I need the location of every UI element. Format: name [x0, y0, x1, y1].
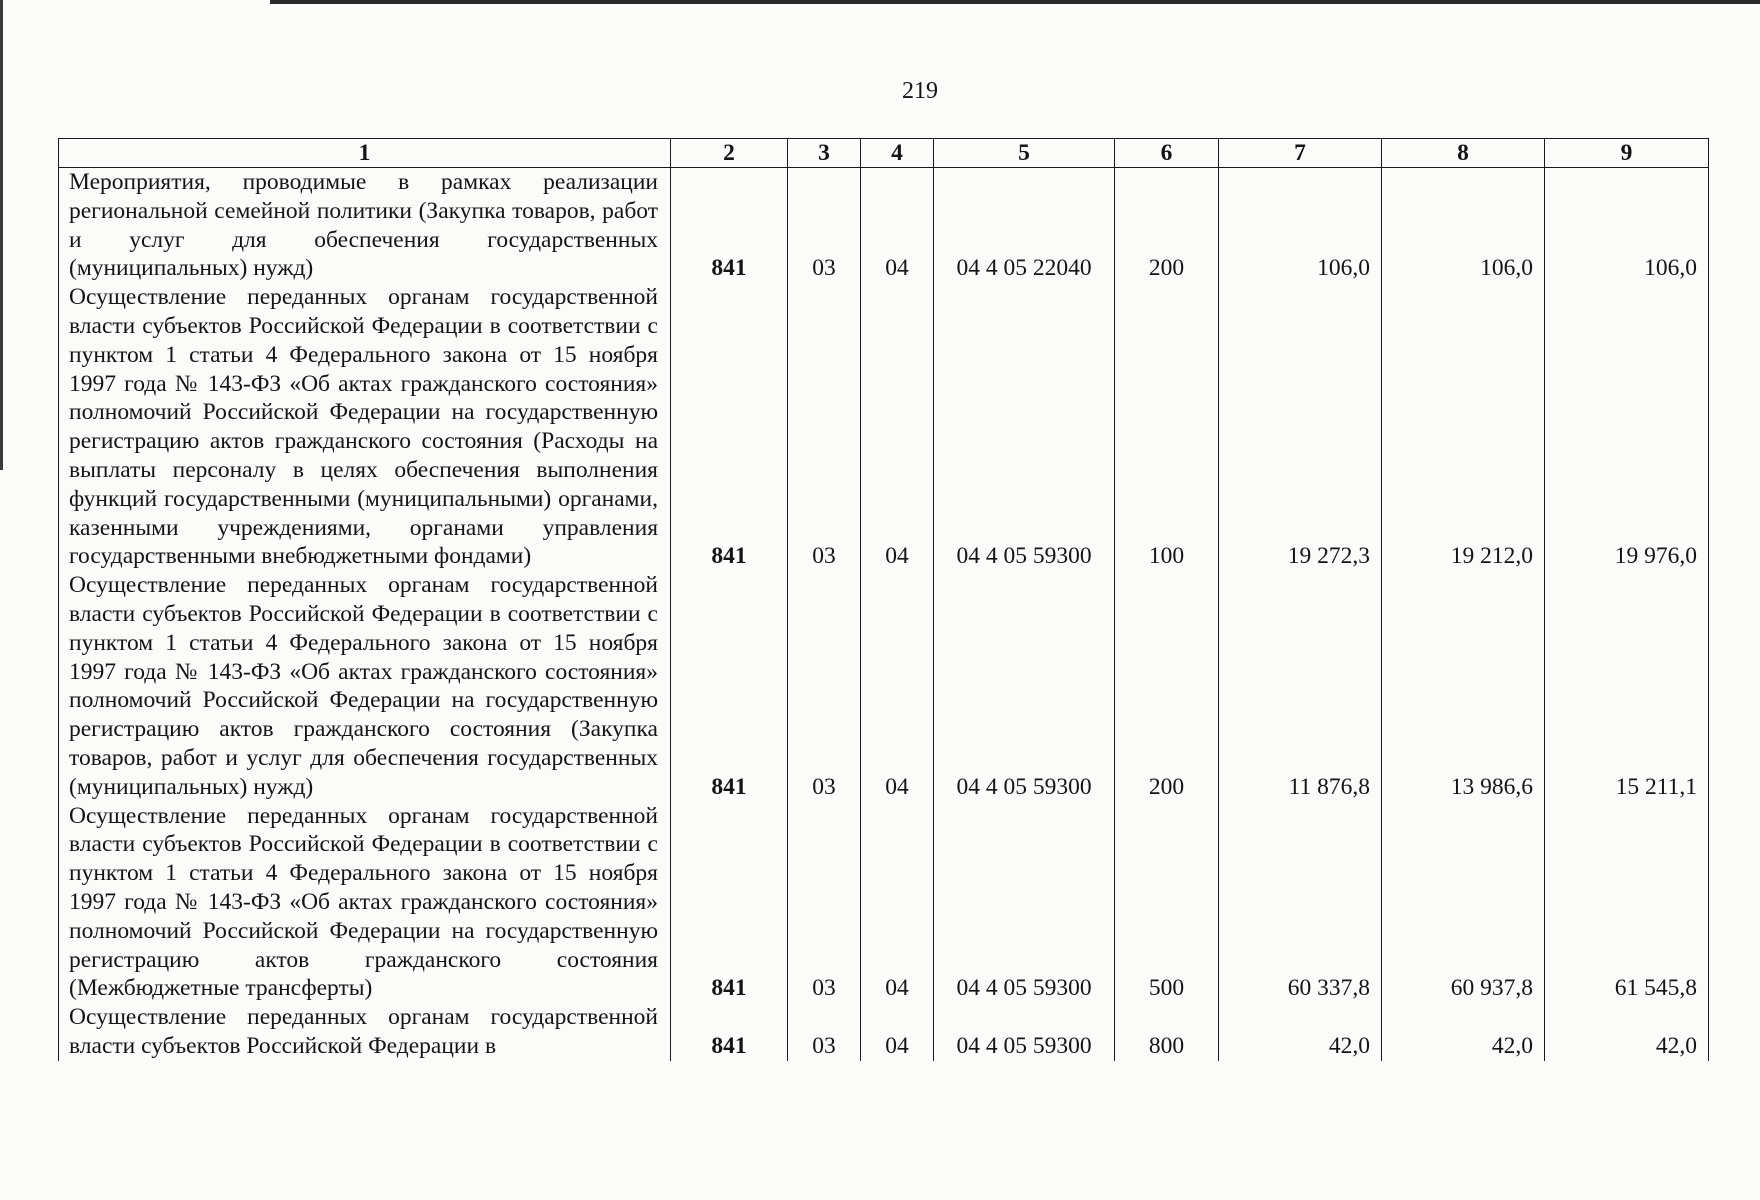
row-expense-type: 500 — [1115, 802, 1219, 1004]
row-department-code: 841 — [671, 1003, 788, 1061]
row-section-code: 03 — [788, 1003, 861, 1061]
table-row — [59, 571, 1709, 801]
page-number: 219 — [902, 78, 938, 104]
col-header-9: 9 — [1545, 139, 1709, 168]
col-header-1: 1 — [59, 139, 671, 168]
col-header-5: 5 — [934, 139, 1115, 168]
top-rule — [270, 0, 1760, 4]
row-subsection-code: 04 — [861, 1003, 934, 1061]
table-row — [59, 168, 1709, 284]
row-department-code: 841 — [671, 571, 788, 801]
row-amount-col8: 19 212,0 — [1382, 283, 1545, 571]
row-subsection-code: 04 — [861, 283, 934, 571]
col-header-2: 2 — [671, 139, 788, 168]
budget-table — [58, 138, 1709, 1061]
row-amount-col9: 19 976,0 — [1545, 283, 1709, 571]
row-target-article: 04 4 05 22040 — [934, 168, 1115, 284]
col-header-8: 8 — [1382, 139, 1545, 168]
row-description: Осуществление переданных органам государственной власти субъектов Российской Федерации в — [59, 1003, 671, 1061]
left-edge-rule — [0, 0, 3, 470]
row-target-article: 04 4 05 59300 — [934, 1003, 1115, 1061]
row-subsection-code: 04 — [861, 802, 934, 1004]
row-department-code: 841 — [671, 802, 788, 1004]
row-amount-col7: 60 337,8 — [1219, 802, 1382, 1004]
row-target-article: 04 4 05 59300 — [934, 283, 1115, 571]
row-description: Осуществление переданных органам государственной власти субъектов Российской Федерации в соответствии с пунктом 1 статьи 4 Федерального закона от 15 ноября 1997 года № 143-ФЗ «Об актах гражданского состояния» полномочий Российской Федерации на государственную регистрацию актов гражданского состояния (Расходы на выплаты персоналу в целях обеспечения выполнения функций государственными (муниципальными) органами, казенными учреждениями, органами управления государственными внебюджетными фондами) — [59, 283, 671, 571]
row-subsection-code: 04 — [861, 571, 934, 801]
row-description: Осуществление переданных органам государственной власти субъектов Российской Федерации в соответствии с пунктом 1 статьи 4 Федерального закона от 15 ноября 1997 года № 143-ФЗ «Об актах гражданского состояния» полномочий Российской Федерации на государственную регистрацию актов гражданского состояния (Межбюджетные трансферты) — [59, 802, 671, 1004]
table-row — [59, 802, 1709, 1004]
row-target-article: 04 4 05 59300 — [934, 571, 1115, 801]
row-description: Осуществление переданных органам государственной власти субъектов Российской Федерации в соответствии с пунктом 1 статьи 4 Федерального закона от 15 ноября 1997 года № 143-ФЗ «Об актах гражданского состояния» полномочий Российской Федерации на государственную регистрацию актов гражданского состояния (Закупка товаров, работ и услуг для обеспечения государственных (муниципальных) нужд) — [59, 571, 671, 801]
col-header-6: 6 — [1115, 139, 1219, 168]
row-target-article: 04 4 05 59300 — [934, 802, 1115, 1004]
row-department-code: 841 — [671, 168, 788, 284]
row-amount-col9: 42,0 — [1545, 1003, 1709, 1061]
row-amount-col8: 106,0 — [1382, 168, 1545, 284]
row-amount-col9: 15 211,1 — [1545, 571, 1709, 801]
row-description: Мероприятия, проводимые в рамках реализации региональной семейной политики (Закупка товаров, работ и услуг для обеспечения государственных (муниципальных) нужд) — [59, 168, 671, 284]
row-expense-type: 800 — [1115, 1003, 1219, 1061]
row-subsection-code: 04 — [861, 168, 934, 284]
row-expense-type: 100 — [1115, 283, 1219, 571]
row-amount-col8: 42,0 — [1382, 1003, 1545, 1061]
row-section-code: 03 — [788, 168, 861, 284]
col-header-3: 3 — [788, 139, 861, 168]
row-section-code: 03 — [788, 571, 861, 801]
col-header-7: 7 — [1219, 139, 1382, 168]
row-department-code: 841 — [671, 283, 788, 571]
row-section-code: 03 — [788, 802, 861, 1004]
row-section-code: 03 — [788, 283, 861, 571]
table-row — [59, 1003, 1709, 1061]
row-amount-col9: 106,0 — [1545, 168, 1709, 284]
row-amount-col8: 13 986,6 — [1382, 571, 1545, 801]
table-row — [59, 283, 1709, 571]
row-expense-type: 200 — [1115, 168, 1219, 284]
table-header-row — [59, 139, 1709, 168]
row-amount-col8: 60 937,8 — [1382, 802, 1545, 1004]
row-amount-col7: 42,0 — [1219, 1003, 1382, 1061]
row-amount-col7: 106,0 — [1219, 168, 1382, 284]
row-expense-type: 200 — [1115, 571, 1219, 801]
row-amount-col9: 61 545,8 — [1545, 802, 1709, 1004]
col-header-4: 4 — [861, 139, 934, 168]
row-amount-col7: 11 876,8 — [1219, 571, 1382, 801]
row-amount-col7: 19 272,3 — [1219, 283, 1382, 571]
